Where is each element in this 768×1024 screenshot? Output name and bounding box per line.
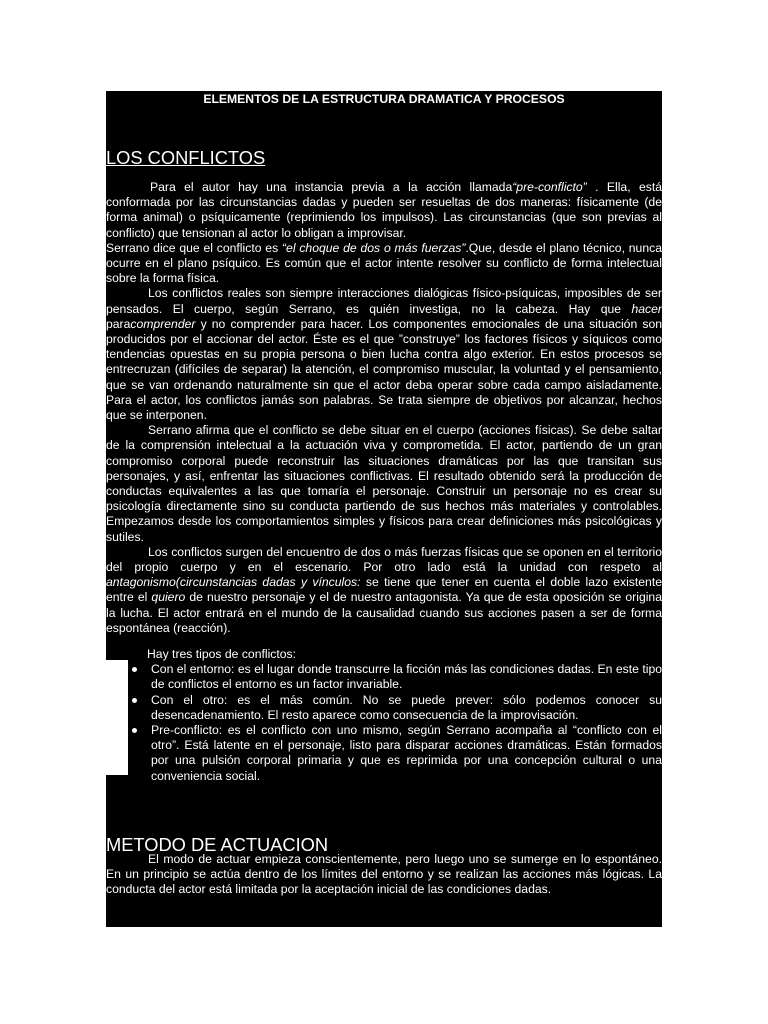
paragraph-block-1 [106,180,662,636]
paragraph-5 [106,545,662,636]
section-heading-metodo: METODO DE ACTUACION [106,834,329,855]
section-heading-conflictos: LOS CONFLICTOS [106,147,266,168]
bullet-icon [132,667,137,672]
bullet-icon [132,728,137,733]
paragraph-2-text-a: Serrano dice que el conflicto es [106,240,282,255]
paragraph-2-text-b: .Que, desde el plano técnico, nunca ocurre en el plano psíquico. Es común que el actor intente resolver su conflicto de forma intelectual sobre la forma física. [106,240,662,286]
paragraph-3-emphasis-2: comprender [130,316,196,331]
paragraph-1 [106,180,662,241]
document-body [106,91,662,927]
paragraph-5-text-b: se tiene que tener en cuenta el doble lazo existente entre el [106,575,662,605]
paragraph-3-text-a: Los conflictos reales son siempre interacciones dialógicas físico-psíquicas, imposibles de ser pensados. El cuerpo, según Serrano, es quién investiga, no la cabeza. Hay que [106,286,662,316]
bullet-icon [132,698,137,703]
list-item [106,723,662,784]
paragraph-3-text-b: para [106,316,131,331]
list-item-text: Pre-conflicto: es el conflicto con uno mismo, según Serrano acompaña al “conflicto con el otro”. Está latente en el personaje, listo para disparar acciones dramáticas. Están formados por una pulsión corporal primaria y que es reprimida por una concepción cultural o una conveniencia social. [151,723,662,783]
paragraph-5-text-a: Los conflictos surgen del encuentro de dos o más fuerzas físicas que se oponen en el territorio del propio cuerpo y en el escenario. Por otro lado está la unidad con respeto al [106,544,662,575]
list-item [106,662,662,692]
paragraph-block-2 [106,852,662,898]
list-item [106,693,662,723]
paragraph-5-emphasis-2: quiero [151,590,186,605]
paragraph-1-text-b: . Ella, está conformada por las circunstancias dadas y pueden ser resueltas de dos maneras: físicamente (de forma animal) o psíquicamente (reprimiendo los impulsos). Las circunstancias (que son previas al conflicto) que tensionan al actor lo obligan a improvisar. [106,180,662,240]
paragraph-3-emphasis-1: hacer [631,301,662,316]
list-item-text: Con el otro: es el más común. No se puede prever: sólo podemos conocer su desencadenamiento. El resto aparece como consecuencia de la improvisación. [151,692,662,722]
paragraph-3 [106,286,662,423]
paragraph-2 [106,241,662,287]
paragraph-2-emphasis: “el choque de dos o más fuerzas” [281,240,466,255]
list-intro: Hay tres tipos de conflictos: [147,647,297,661]
paragraph-5-emphasis-1: antagonismo(circunstancias dadas y vínculos: [106,575,361,590]
paragraph-4: Serrano afirma que el conflicto se debe situar en el cuerpo (acciones físicas). Se debe saltar de la comprensión intelectual a la actuación viva y comprometida. El actor, partiendo de un gran compromiso corporal puede reconstruir las situaciones dramáticas por las que transitan sus personajes, y así, enfrentar las situaciones conflictivas. El resultado obtenido será la producción de conductas equivalentes a las que tomaría el personaje. Construir un personaje no es crear su psicología directamente sino su conducta partiendo de sus hechos más materiales y controlables. Empezamos desde los comportamientos simples y físicos para crear definiciones más psicológicas y sutiles. [106,423,662,544]
paragraph-3-text-c: y no comprender para hacer. Los componentes emocionales de una situación son producidos por el accionar del actor. Éste es el que ”construye” los factores físicos y síquicos como tendencias opuestas en su propia persona o bien lucha contra algo exterior. En estos procesos se entrecruzan (difíciles de separar) la atención, el compromiso muscular, la voluntad y el pensamiento, que se van ordenando naturalmente sin que el actor deba operar sobre cada campo aisladamente. Para el actor, los conflictos jamás son palabras. Se trata siempre de objetivos por alcanzar, hechos que se interponen. [106,316,662,423]
paragraph-1-emphasis: “pre-conflicto” [512,180,587,194]
paragraph-1-text-a: Para el autor hay una instancia previa a la acción llamada [150,180,513,194]
list-item-text: Con el entorno: es el lugar donde transcurre la ficción más las condiciones dadas. En este tipo de conflictos el entorno es un factor invariable. [151,662,662,692]
paragraph-6: El modo de actuar empieza conscientemente, pero luego uno se sumerge en lo espontáneo. En un principio se actúa dentro de los límites del entorno y se realizan las acciones más lógicas. La conducta del actor está limitada por la aceptación inicial de las condiciones dadas. [106,852,662,897]
document-title: ELEMENTOS DE LA ESTRUCTURA DRAMATICA Y PROCESOS [203,92,565,106]
paragraph-5-text-c: de nuestro personaje y el de nuestro antagonista. Ya que de esta oposición se origina la lucha. El actor entrará en el mundo de la causalidad cuando sus acciones pasen a ser de forma espontánea (reacción). [106,590,662,635]
conflict-types-list [106,647,662,784]
